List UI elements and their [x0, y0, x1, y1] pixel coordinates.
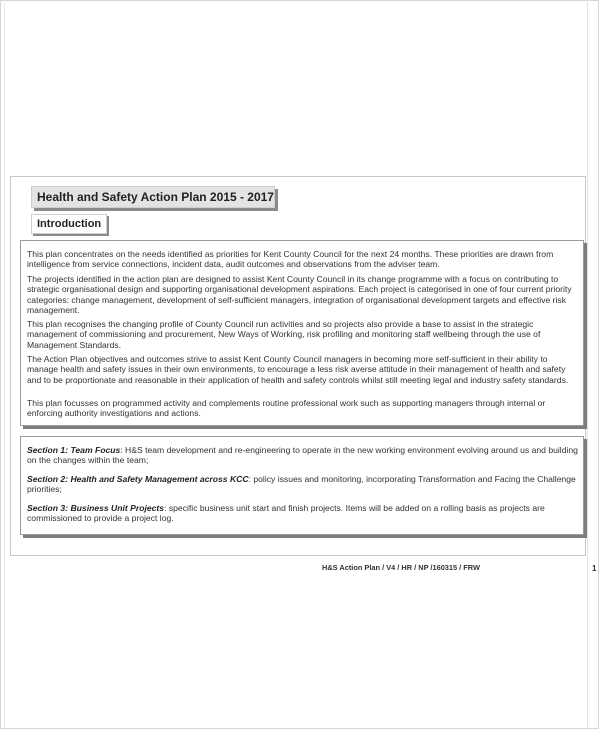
sections-text-box — [20, 436, 584, 535]
intro-paragraph: This plan focusses on programmed activity and complements routine professional work such as supporting managers through internal or enforcing authority investigations and actions. — [27, 398, 546, 419]
section-text: : specific business unit start and finish projects. Items will be added on a rolling basis as projects are commissioned to provide a project log. — [27, 503, 545, 524]
footer-reference: H&S Action Plan / V4 / HR / NP /160315 / FRW — [322, 563, 480, 572]
page-edge — [4, 0, 5, 730]
introduction-text-box — [20, 240, 584, 426]
page-edge — [587, 0, 588, 730]
section-item — [27, 474, 579, 495]
intro-paragraph: The Action Plan objectives and outcomes strive to assist Kent County Council managers in becoming more self-sufficient in their ability to manage health and safety issues in their own environments, to encourage a less risk averse attitude in their management of health and safety and to be proportionate and reasonable in their application of health and safety controls whilst still meeting legal and industry safety standards. — [27, 354, 569, 385]
section-text: : H&S team development and re-engineering to operate in the new working environment evolving around us and building on the changes within the team; — [27, 445, 578, 466]
intro-paragraph: This plan concentrates on the needs identified as priorities for Kent County Council for the next 24 months. These priorities are drawn from intelligence from service connections, incident data, audit outcomes and observations from the adviser team. — [27, 249, 554, 270]
section-item — [27, 445, 579, 466]
section-text: : policy issues and monitoring, incorporating Transformation and Facing the Challenge priorities; — [27, 474, 576, 495]
section-label: Section 1: Team Focus — [27, 445, 121, 455]
section-heading-box — [31, 214, 107, 234]
page-number: 1 — [592, 564, 597, 573]
section-label: Section 3: Business Unit Projects — [27, 503, 165, 513]
document-title-box — [31, 186, 275, 208]
section-label: Section 2: Health and Safety Management across KCC — [27, 474, 249, 484]
intro-paragraph: The projects identified in the action plan are designed to assist Kent County Council in its change programme with a focus on contributing to strategic organisational design and supporting organisational development aspirations. Each project is categorised in one of four current priority categories: change management, development of self-sufficient managers, integration of organisational development targets and effective risk management. — [27, 274, 572, 316]
document-title: Health and Safety Action Plan 2015 - 2017 — [37, 190, 274, 204]
section-heading: Introduction — [37, 218, 102, 230]
intro-paragraph: This plan recognises the changing profile of County Council run activities and so projects also provide a base to assist in the strategic management of commissioning and procurement, New Ways of Working, risk profiling and monitoring staff wellbeing through the use of Management Standards. — [27, 319, 541, 350]
section-item — [27, 503, 579, 524]
